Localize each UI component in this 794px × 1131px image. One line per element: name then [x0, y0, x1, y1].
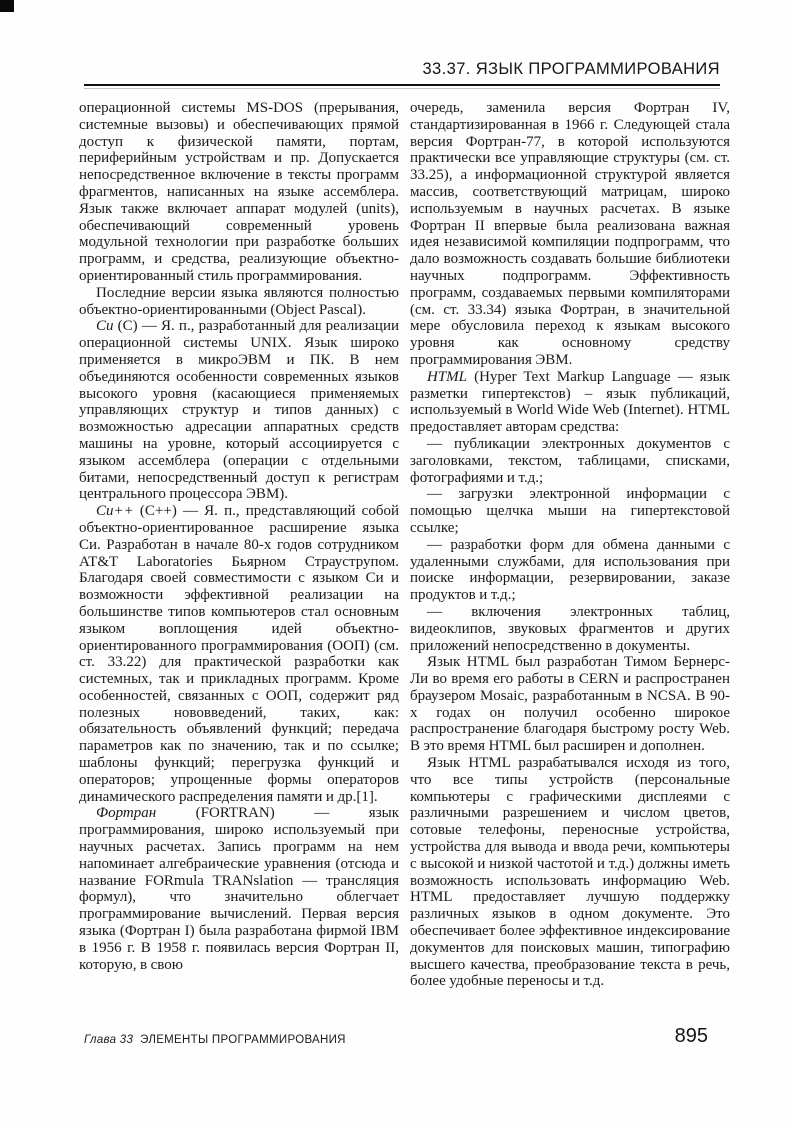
- article-body: [79, 100, 731, 990]
- paragraph: — загрузки электронной информации с помощью щелчка мыши на гипертекстовой ссылке;: [410, 486, 730, 536]
- column-left: [79, 100, 399, 990]
- paragraph: Последние версии языка являются полностью объектно-ориентированными (Object Pascal).: [79, 284, 399, 318]
- page-number: 895: [674, 1025, 708, 1047]
- page-footer: [84, 1026, 720, 1046]
- scan-artifact-corner: [0, 0, 14, 12]
- paragraph: Си (C) — Я. п., разработанный для реализации операционной системы UNIX. Язык широко применяется в микроЭВМ и ПК. В нем объединяются особенности современных языков высокого уровня (касающиеся применяемых управляющих структур и типов данных) с возможностью адресации аппаратных средств машины на уровне, который ассоциируется с языком ассемблера (операции с отдельными битами, непосредственный доступ к регистрам центрального процессора ЭВМ).: [79, 318, 399, 503]
- header-rule-ghost: [84, 88, 720, 89]
- paragraph: — публикации электронных документов с заголовками, текстом, таблицами, списками, фотографиями и т.д.;: [410, 435, 730, 486]
- entry-headword: HTML: [427, 368, 468, 385]
- paragraph: очередь, заменила версия Фортран IV, стандартизированная в 1966 г. Следующей стала версия Фортран-77, в которой используются практически все управляющие структуры (см. ст. 33.25), а информационной структурой является массив, соответствующий матрицам, широко используемым в научных расчетах. В языке Фортран II впервые была реализована важная идея независимой компиляции подпрограмм, что дало возможность создавать большие библиотеки научных подпрограмм. Эффективность программ, создаваемых первыми компиляторами (см. ст. 33.34) языка Фортран, в значительной мере обусловила переход к языкам высокого уровня как основному средству программирования ЭВМ.: [410, 100, 730, 368]
- paragraph: операционной системы MS-DOS (прерывания, системные вызовы) и обеспечивающих прямой доступ к физической памяти, портам, периферийным устройствам и пр. Допускается непосредственное включение в тексты программ фрагментов, написанных на языке ассемблера. Язык также включает аппарат модулей (units), обеспечивающий современный уровень модульной технологии при разработке больших программ, и средства, реализующие объектно-ориентированный стиль программирования.: [79, 100, 399, 284]
- entry-headword: Фортран: [96, 805, 157, 822]
- paragraph: Язык HTML был разработан Тимом Бернерс-Ли во время его работы в CERN и распространен браузером Mosaic, разработанным в NCSA. В 90-х годах он получил особенно широкое распространение благодаря быстрому росту Web. В это время HTML был расширен и дополнен.: [410, 654, 730, 755]
- entry-headword: Си++: [96, 503, 134, 520]
- running-footer: [84, 1034, 346, 1046]
- chapter-title: ЭЛЕМЕНТЫ ПРОГРАММИРОВАНИЯ: [140, 1034, 346, 1046]
- paragraph: HTML (Hyper Text Markup Language — язык разметки гипертекстов) – язык публикаций, используемый в World Wide Web (Internet). HTML предоставляет авторам средства:: [410, 368, 730, 436]
- paragraph: Фортран (FORTRAN) — язык программирования, широко используемый при научных расчетах. Запись программ на нем напоминает алгебраические уравнения (отсюда и название FORmula TRANslation — трансляция формул), что значительно облегчает программирование вычислений. Первая версия языка (Фортран I) была разработана фирмой IBM в 1956 г. В 1958 г. появилась версия Фортран II, которую, в свою: [79, 805, 399, 973]
- paragraph: — включения электронных таблиц, видеоклипов, звуковых фрагментов и других приложений непосредственно в документы.: [410, 603, 730, 654]
- page-header: [84, 60, 720, 89]
- chapter-label: Глава 33: [84, 1034, 134, 1046]
- column-right: [410, 100, 730, 990]
- section-title: 33.37. ЯЗЫК ПРОГРАММИРОВАНИЯ: [422, 60, 720, 78]
- paragraph: — разработки форм для обмена данными с удаленными службами, для использования при поиске информации, резервировании, заказе продуктов и т.д.;: [410, 536, 730, 604]
- paragraph: Си++ (C++) — Я. п., представляющий собой объектно-ориентированное расширение языка Си. Разработан в начале 80-х годов сотрудником AT&T Laboratories Бьярном Страуструпом. Благодаря своей совместимости с языком Си и возможности эффективной реализации на большинстве типов компьютеров стал основным языком воплощения идей объектно-ориентированного программирования (ООП) (см. ст. 33.22) для практической разработки как системных, так и прикладных программ. Кроме особенностей, связанных с ООП, содержит ряд полезных нововведений, таких, как: обязательность объявлений функций; передача параметров как по значению, так и по ссылке; шаблоны функций; перегрузка функций и операторов; упрощенные формы операторов динамического распределения памяти и др.[1].: [79, 503, 399, 805]
- paragraph: Язык HTML разрабатывался исходя из того, что все типы устройств (персональные компьютеры с графическими дисплеями с различными разрешением и числом цветов, сотовые телефоны, переносные устройства, устройства для вывода и ввода речи, компьютеры с высокой и низкой частотой и т.д.) должны иметь возможность использовать информацию Web. HTML предоставляет лучшую поддержку различных языков в одном документе. Это обеспечивает более эффективное индексирование документов для поисковых машин, типографию высшего качества, преобразование текста в речь, более удобные переносы и т.д.: [410, 755, 730, 990]
- header-rule: [84, 84, 720, 86]
- entry-headword: Си: [96, 318, 114, 335]
